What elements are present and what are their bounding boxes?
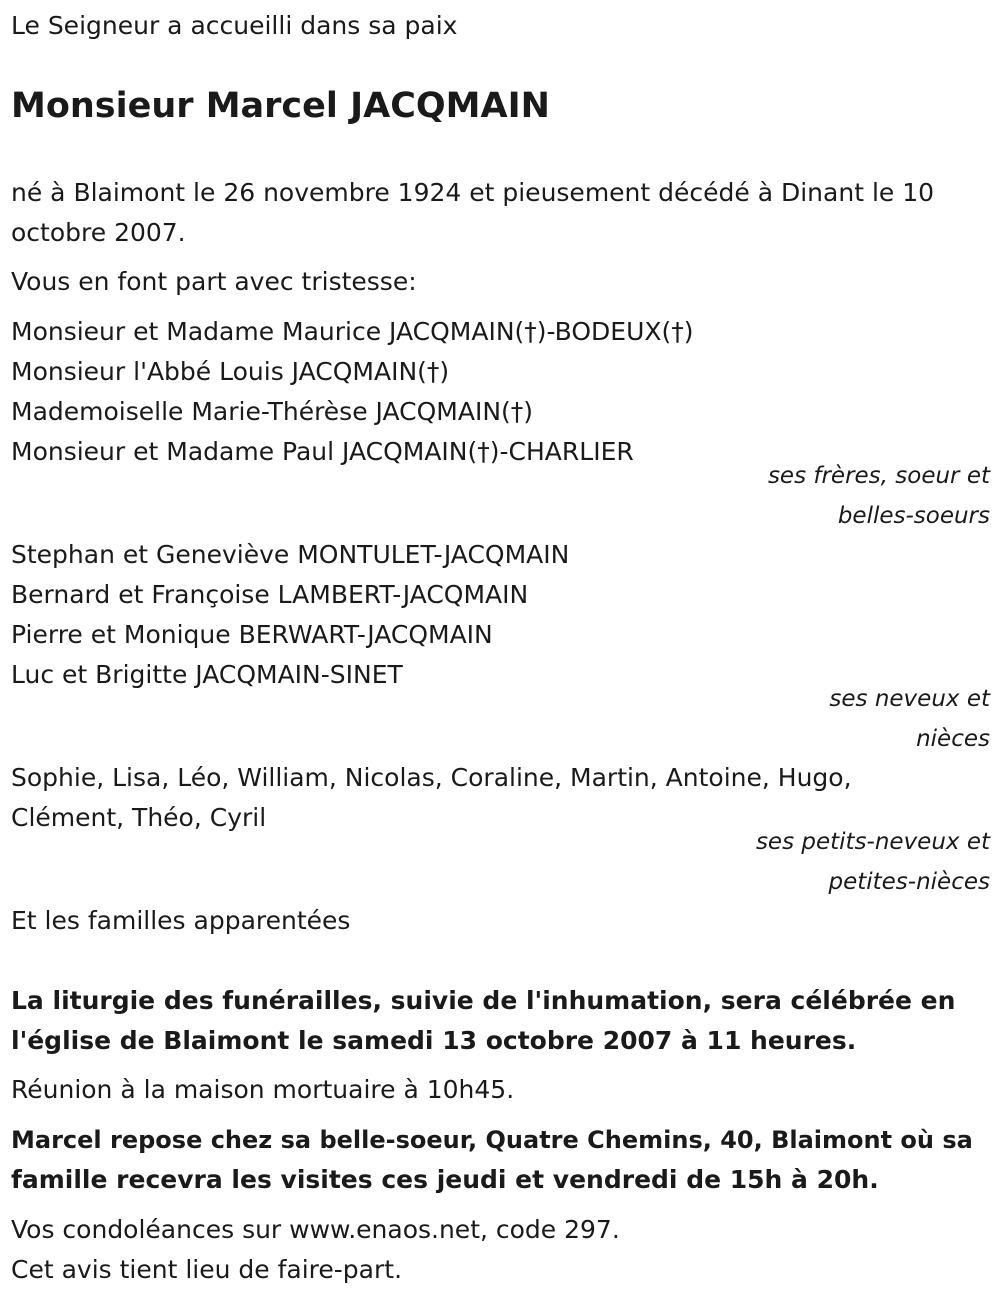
sibling-entry: Monsieur l'Abbé Louis JACQMAIN(†) bbox=[11, 357, 450, 386]
birth-death-paragraph bbox=[11, 173, 989, 253]
siblings-role: ses frères, soeur et belles-soeurs bbox=[767, 463, 990, 529]
grandnephew-line-2: Clément, Théo, Cyril bbox=[11, 803, 267, 832]
birth-death-line-1: né à Blaimont le 26 novembre 1924 et pieusement décédé à Dinant le 10 bbox=[11, 178, 935, 207]
deceased-name: Monsieur Marcel JACQMAIN bbox=[11, 86, 550, 126]
visits-line-2: famille recevra les visites ces jeudi et vendredi de 15h à 20h. bbox=[11, 1165, 879, 1194]
sibling-entry: Monsieur et Madame Paul JACQMAIN(†)-CHARLIER bbox=[11, 437, 634, 466]
families-text: Et les familles apparentées bbox=[11, 906, 351, 935]
condolences-text: Vos condoléances sur www.enaos.net, code 297. bbox=[11, 1215, 620, 1244]
liturgy-paragraph bbox=[11, 981, 989, 1061]
nephews-list bbox=[11, 535, 989, 695]
intro-text: Le Seigneur a accueilli dans sa paix bbox=[11, 11, 458, 40]
liturgy-line-1: La liturgie des funérailles, suivie de l'inhumation, sera célébrée en bbox=[11, 986, 956, 1015]
grandnephews-role: ses petits-neveux et petites-nièces bbox=[755, 829, 990, 895]
nephew-entry: Pierre et Monique BERWART-JACQMAIN bbox=[11, 620, 493, 649]
birth-death-line-2: octobre 2007. bbox=[11, 218, 186, 247]
visits-line-1: Marcel repose chez sa belle-soeur, Quatre Chemins, 40, Blaimont où sa bbox=[11, 1126, 973, 1154]
nephew-entry: Luc et Brigitte JACQMAIN-SINET bbox=[11, 660, 403, 689]
notice-text: Cet avis tient lieu de faire-part. bbox=[11, 1255, 403, 1284]
liturgy-line-2: l'église de Blaimont le samedi 13 octobre 2007 à 11 heures. bbox=[11, 1026, 857, 1055]
sibling-entry: Mademoiselle Marie-Thérèse JACQMAIN(†) bbox=[11, 397, 534, 426]
sibling-entry: Monsieur et Madame Maurice JACQMAIN(†)-BODEUX(†) bbox=[11, 317, 694, 346]
nephews-role: ses neveux et nièces bbox=[829, 686, 990, 752]
nephew-entry: Stephan et Geneviève MONTULET-JACQMAIN bbox=[11, 540, 570, 569]
nephew-entry: Bernard et Françoise LAMBERT-JACQMAIN bbox=[11, 580, 529, 609]
reunion-text: Réunion à la maison mortuaire à 10h45. bbox=[11, 1075, 515, 1104]
announcement-text: Vous en font part avec tristesse: bbox=[11, 267, 417, 296]
siblings-list bbox=[11, 312, 989, 472]
visits-paragraph bbox=[11, 1120, 989, 1200]
grandnephew-line-1: Sophie, Lisa, Léo, William, Nicolas, Coraline, Martin, Antoine, Hugo, bbox=[11, 763, 852, 792]
